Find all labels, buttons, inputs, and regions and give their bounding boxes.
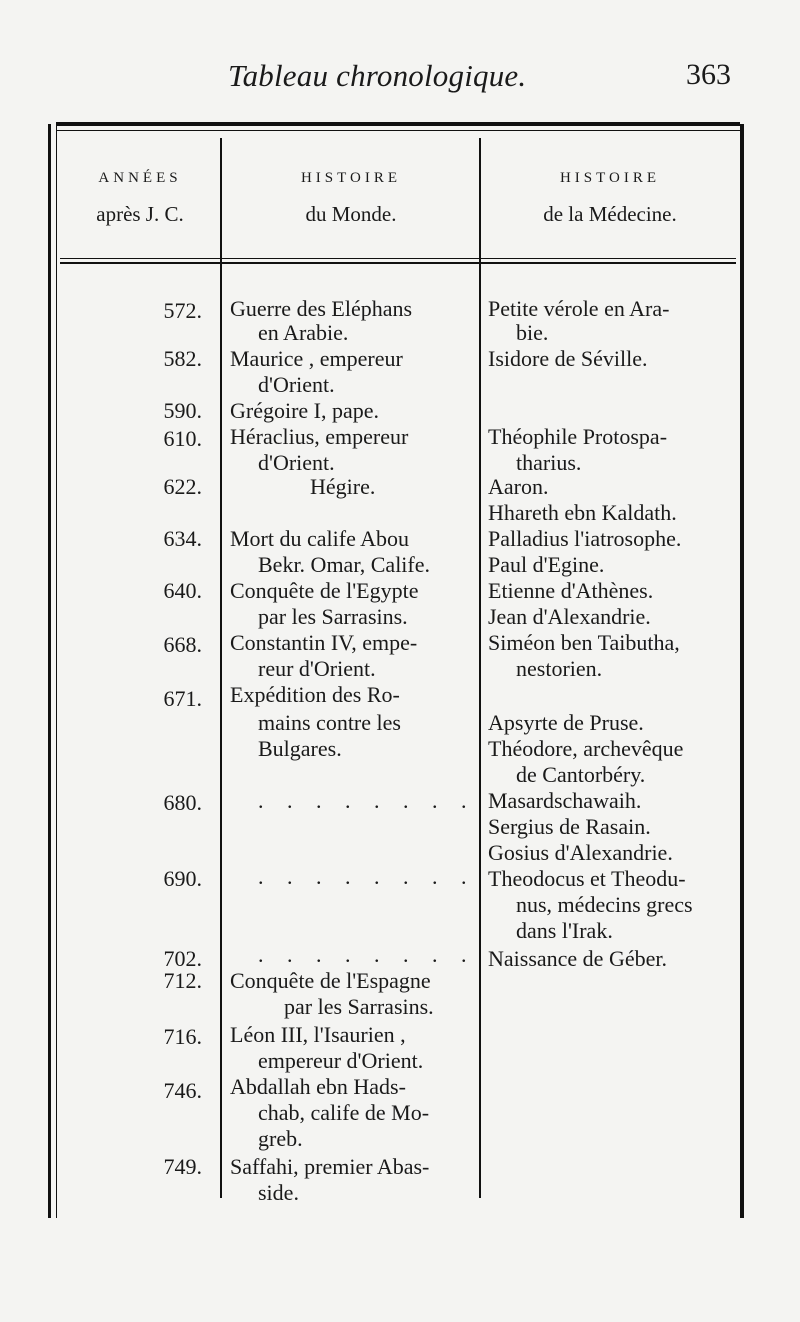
header-years: ANNÉES xyxy=(98,170,182,186)
medicine-history-line: Naissance de Géber. xyxy=(488,946,667,971)
world-history-line: Expédition des Ro- xyxy=(230,682,400,707)
running-title: Tableau chronologique. xyxy=(228,58,527,93)
year-cell: 634. xyxy=(163,526,202,551)
year-cell: 749. xyxy=(163,1154,202,1179)
world-history-line: Grégoire I, pape. xyxy=(230,398,380,423)
world-history-line: . . . . . . . . xyxy=(258,942,476,967)
medicine-history-line: de Cantorbéry. xyxy=(516,762,646,787)
world-history-line: greb. xyxy=(258,1126,303,1151)
world-history-line: Conquête de l'Espagne xyxy=(230,968,431,993)
world-history-line: Léon III, l'Isaurien , xyxy=(230,1022,406,1047)
medicine-history-line: tharius. xyxy=(516,450,582,475)
medicine-history-line: Palladius l'iatrosophe. xyxy=(488,526,682,551)
column-divider-1 xyxy=(220,138,222,1198)
year-cell: 680. xyxy=(163,790,202,815)
year-cell: 716. xyxy=(163,1024,202,1049)
medicine-history-line: Siméon ben Taibutha, xyxy=(488,630,680,655)
medicine-history-line: nus, médecins grecs xyxy=(516,892,693,917)
world-history-line: chab, calife de Mo- xyxy=(258,1100,430,1125)
medicine-history-line: Theodocus et Theodu- xyxy=(488,866,686,891)
world-history-line: Bekr. Omar, Calife. xyxy=(258,552,431,577)
world-history-line: mains contre les xyxy=(258,710,401,735)
table-top-rule xyxy=(56,122,740,126)
world-history-line: Bulgares. xyxy=(258,736,342,761)
world-history-line: en Arabie. xyxy=(258,320,349,345)
world-history-line: par les Sarrasins. xyxy=(258,604,408,629)
year-cell: 668. xyxy=(163,632,202,657)
header-rule xyxy=(60,258,736,259)
medicine-history-line: Etienne d'Athènes. xyxy=(488,578,654,603)
column-divider-2 xyxy=(479,138,481,1198)
header-world: HISTOIRE xyxy=(300,170,402,186)
medicine-history-line: Théophile Protospa- xyxy=(488,424,668,449)
world-history-line: . . . . . . . . xyxy=(258,788,476,813)
world-history-line: d'Orient. xyxy=(258,450,335,475)
medicine-history-line: bie. xyxy=(516,320,549,345)
year-cell: 610. xyxy=(163,426,202,451)
header-world-sub: du Monde. xyxy=(305,202,397,226)
world-history-line: d'Orient. xyxy=(258,372,335,397)
medicine-history-line: Gosius d'Alexandrie. xyxy=(488,840,673,865)
table-left-border xyxy=(48,124,51,1218)
header-medicine: HISTOIRE xyxy=(559,170,661,186)
world-history-line: empereur d'Orient. xyxy=(258,1048,424,1073)
header-years-sub: après J. C. xyxy=(96,202,184,226)
medicine-history-line: Sergius de Rasain. xyxy=(488,814,651,839)
year-cell: 622. xyxy=(163,474,202,499)
medicine-history-line: Apsyrte de Pruse. xyxy=(488,710,644,735)
medicine-history-line: Petite vérole en Ara- xyxy=(488,296,670,321)
year-cell: 572. xyxy=(163,298,202,323)
year-cell: 746. xyxy=(163,1078,202,1103)
world-history-line: Abdallah ebn Hads- xyxy=(230,1074,406,1099)
header-medicine-sub: de la Médecine. xyxy=(543,202,677,226)
medicine-history-line: nestorien. xyxy=(516,656,603,681)
world-history-line: par les Sarrasins. xyxy=(284,994,434,1019)
medicine-history-line: Paul d'Egine. xyxy=(488,552,605,577)
year-cell: 671. xyxy=(163,686,202,711)
year-cell: 640. xyxy=(163,578,202,603)
world-history-line: reur d'Orient. xyxy=(258,656,376,681)
world-history-line: . . . . . . . . xyxy=(258,864,476,889)
world-history-line: Constantin IV, empe- xyxy=(230,630,418,655)
world-history-line: Maurice , empereur xyxy=(230,346,403,371)
table-left-border-inner xyxy=(56,124,57,1218)
world-history-line: Hégire. xyxy=(310,474,376,499)
world-history-line: Saffahi, premier Abas- xyxy=(230,1154,430,1179)
world-history-line: Mort du calife Abou xyxy=(230,526,410,551)
medicine-history-line: Aaron. xyxy=(488,474,549,499)
world-history-line: side. xyxy=(258,1180,299,1205)
chronology-table xyxy=(48,120,746,1220)
world-history-line: Conquête de l'Egypte xyxy=(230,578,419,603)
table-right-border xyxy=(740,124,744,1218)
year-cell: 702. xyxy=(163,946,202,971)
year-cell: 712. xyxy=(163,968,202,993)
world-history-line: Guerre des Eléphans xyxy=(230,296,413,321)
year-cell: 590. xyxy=(163,398,202,423)
medicine-history-line: dans l'Irak. xyxy=(516,918,613,943)
medicine-history-line: Jean d'Alexandrie. xyxy=(488,604,651,629)
page-number: 363 xyxy=(686,58,731,91)
medicine-history-line: Masardschawaih. xyxy=(488,788,642,813)
medicine-history-line: Isidore de Séville. xyxy=(488,346,648,371)
year-cell: 690. xyxy=(163,866,202,891)
header-rule-bold xyxy=(60,262,736,264)
year-cell: 582. xyxy=(163,346,202,371)
medicine-history-line: Théodore, archevêque xyxy=(488,736,684,761)
medicine-history-line: Hhareth ebn Kaldath. xyxy=(488,500,677,525)
table-top-rule-thin xyxy=(56,130,740,131)
world-history-line: Héraclius, empereur xyxy=(230,424,409,449)
